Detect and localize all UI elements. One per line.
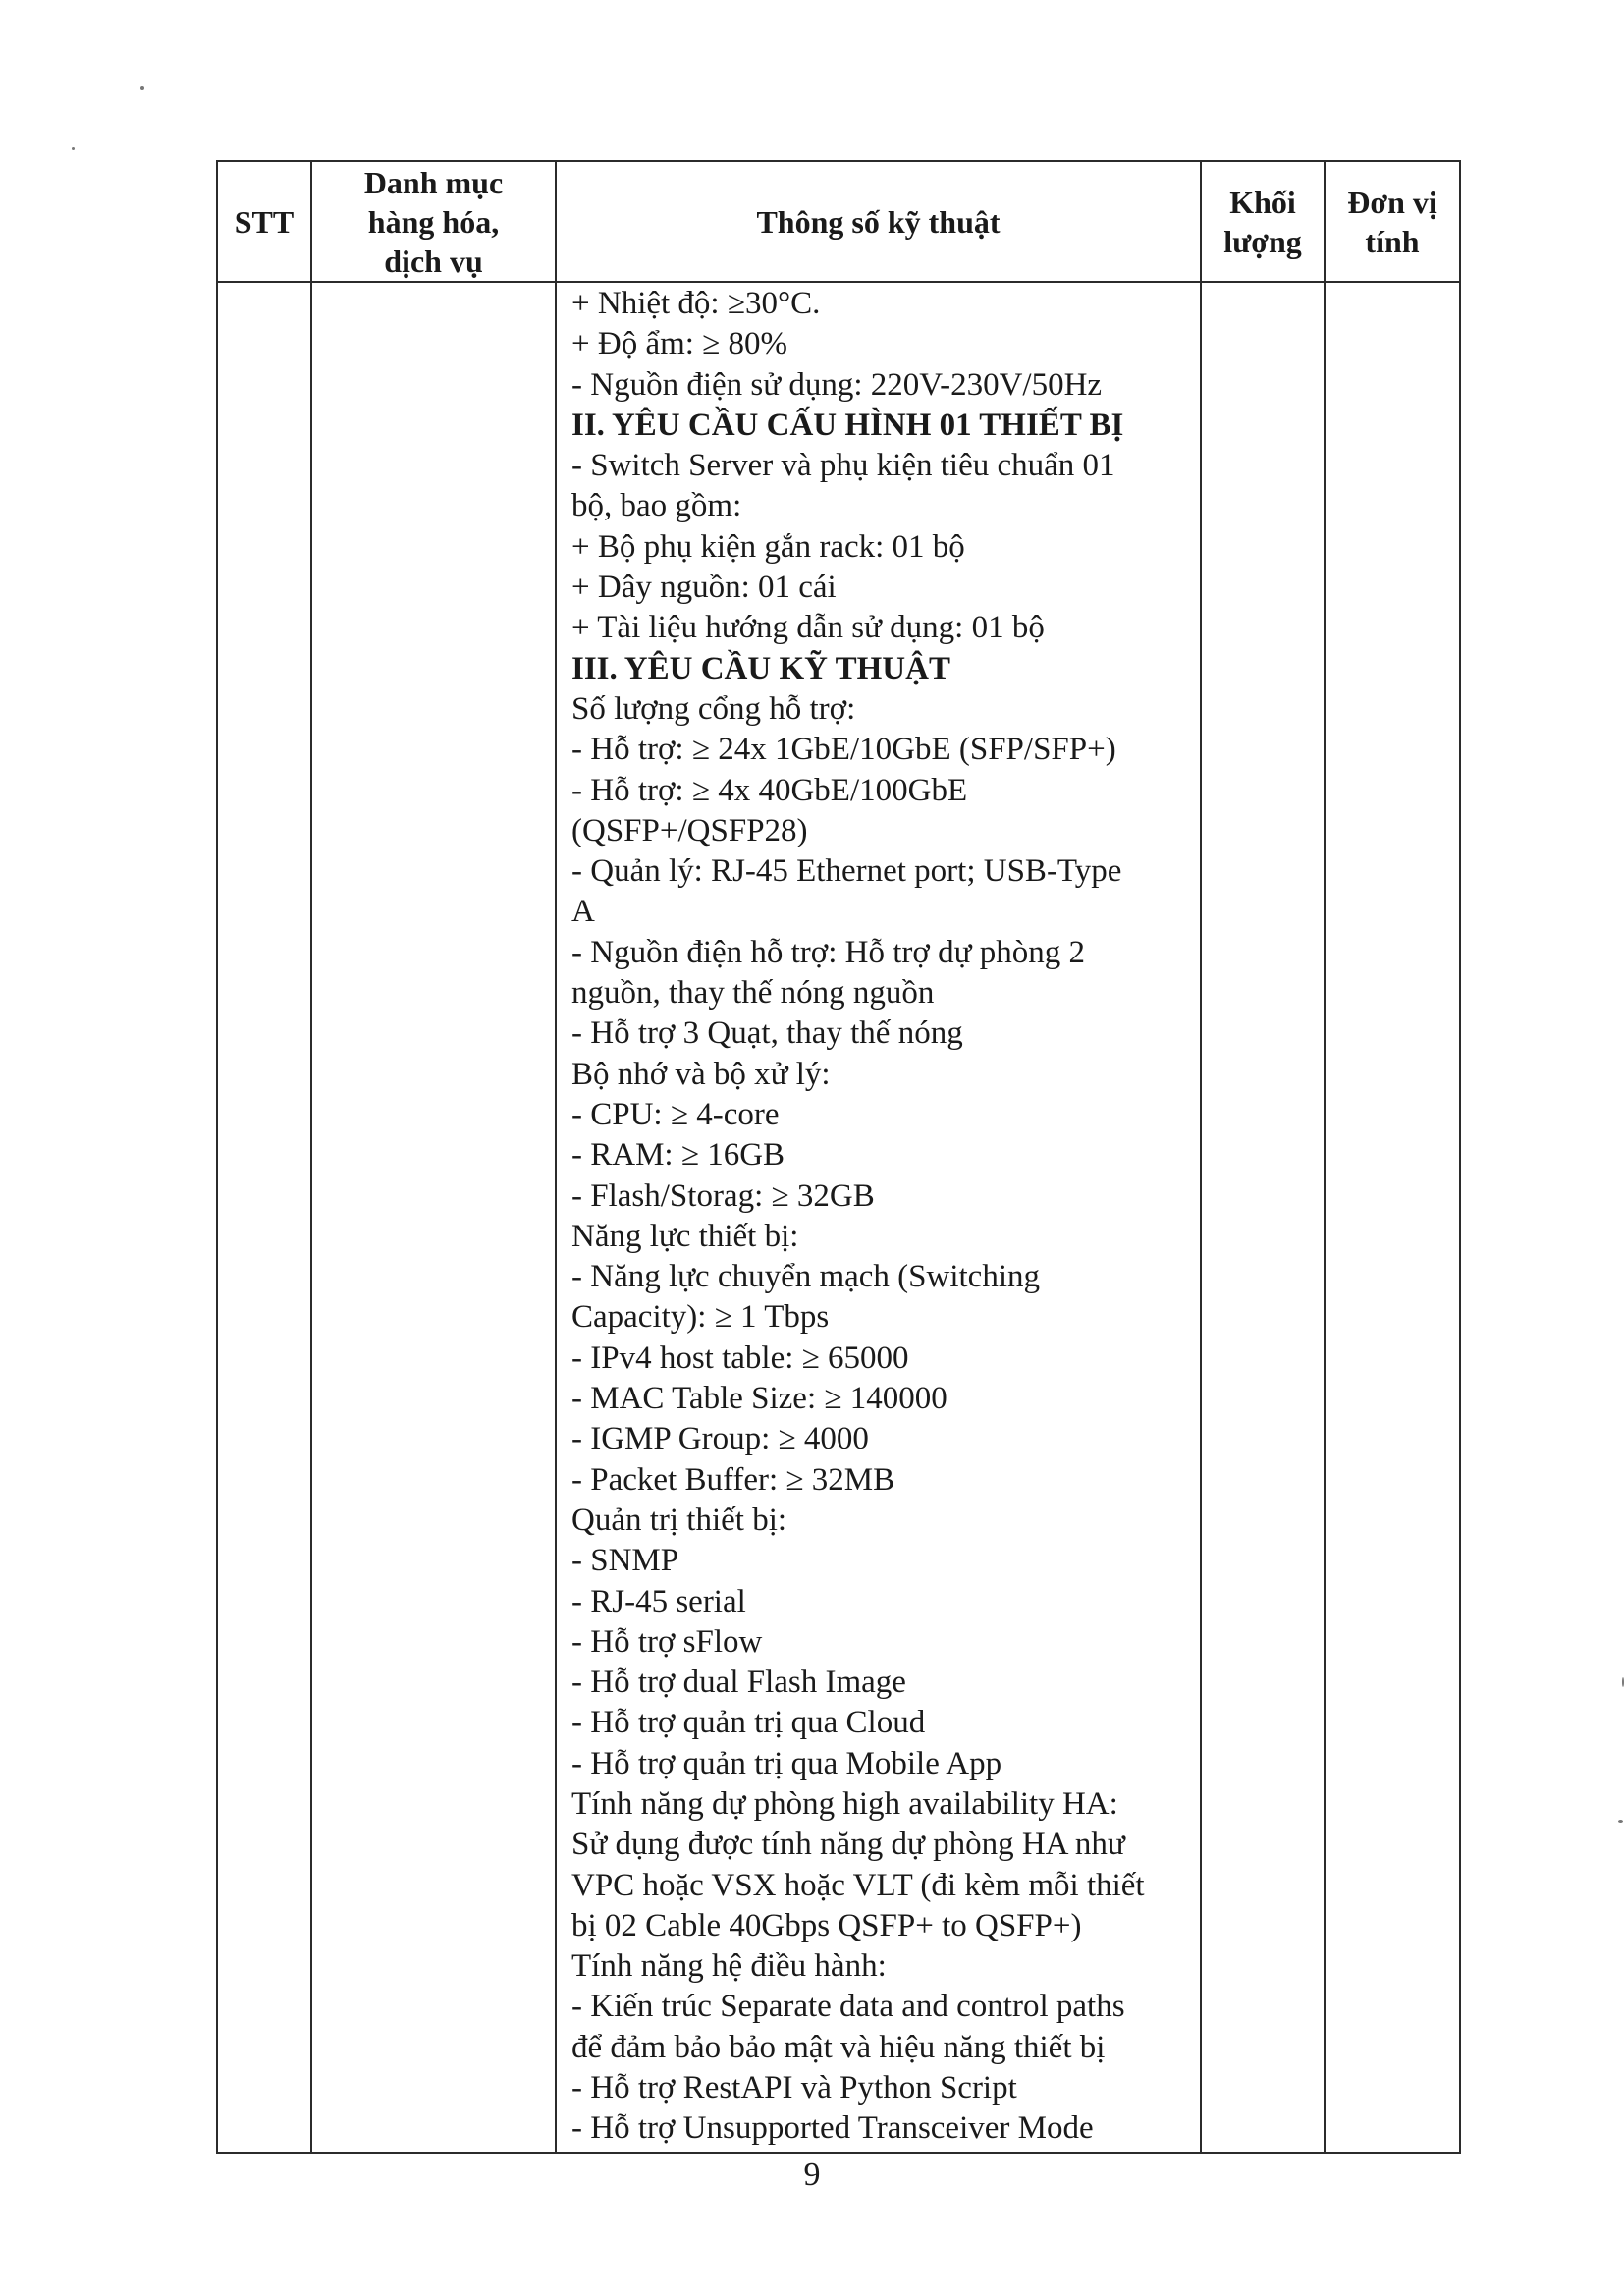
header-category xyxy=(312,162,555,281)
spec-line: - Hỗ trợ Unsupported Transceiver Mode xyxy=(571,2110,1094,2147)
spec-line: A xyxy=(571,894,595,930)
spec-line: Số lượng cổng hỗ trợ: xyxy=(571,690,856,727)
header-category-line: hàng hóa, xyxy=(367,203,500,240)
header-unit xyxy=(1326,162,1459,281)
spec-line: - Nguồn điện sử dụng: 220V-230V/50Hz xyxy=(571,366,1103,403)
page-number: 9 xyxy=(803,2157,821,2193)
header-stt xyxy=(218,162,310,281)
spec-line: bị 02 Cable 40Gbps QSFP+ to QSFP+) xyxy=(571,1907,1082,1943)
spec-section-heading: II. YÊU CẦU CẤU HÌNH 01 THIẾT BỊ xyxy=(571,407,1124,443)
spec-line: - SNMP xyxy=(571,1543,679,1579)
column-divider xyxy=(1324,160,1326,2154)
spec-line: - Kiến trúc Separate data and control paths xyxy=(571,1989,1125,2025)
spec-line: - RAM: ≥ 16GB xyxy=(571,1137,785,1174)
spec-line: Bộ nhớ và bộ xử lý: xyxy=(571,1056,831,1092)
spec-line: - Hỗ trợ dual Flash Image xyxy=(571,1665,906,1701)
spec-line: Quản trị thiết bị: xyxy=(571,1502,787,1538)
spec-line: - Hỗ trợ RestAPI và Python Script xyxy=(571,2070,1017,2106)
header-specs-text: Thông số kỹ thuật xyxy=(756,203,1001,240)
header-specs xyxy=(557,162,1200,281)
header-quantity xyxy=(1202,162,1324,281)
scan-speck xyxy=(72,147,75,150)
spec-line: - Năng lực chuyển mạch (Switching xyxy=(571,1259,1041,1295)
spec-line: để đảm bảo bảo mật và hiệu năng thiết bị xyxy=(571,2029,1106,2065)
header-unit-line: Đơn vị xyxy=(1347,184,1437,220)
spec-line: + Tài liệu hướng dẫn sử dụng: 01 bộ xyxy=(571,610,1045,646)
spec-line: - Hỗ trợ: ≥ 4x 40GbE/100GbE xyxy=(571,772,968,808)
spec-line: - MAC Table Size: ≥ 140000 xyxy=(571,1381,947,1417)
header-category-line: dịch vụ xyxy=(384,243,483,279)
spec-line: + Nhiệt độ: ≥30°C. xyxy=(571,286,821,321)
header-category-line: Danh mục xyxy=(363,164,504,200)
header-unit-line: tính xyxy=(1365,223,1420,259)
technical-specification-list xyxy=(571,284,1210,2150)
spec-line: - Packet Buffer: ≥ 32MB xyxy=(571,1461,895,1498)
spec-line: - Switch Server và phụ kiện tiêu chuẩn 01 xyxy=(571,448,1115,484)
spec-line: VPC hoặc VSX hoặc VLT (đi kèm mỗi thiết xyxy=(571,1867,1145,1903)
spec-line: - Nguồn điện hỗ trợ: Hỗ trợ dự phòng 2 xyxy=(571,934,1085,970)
spec-line: (QSFP+/QSFP28) xyxy=(571,812,808,848)
scan-speck xyxy=(140,86,144,90)
spec-line: - Hỗ trợ: ≥ 24x 1GbE/10GbE (SFP/SFP+) xyxy=(571,732,1116,768)
header-quantity-line: Khối xyxy=(1229,184,1296,220)
spec-line: + Bộ phụ kiện gắn rack: 01 bộ xyxy=(571,528,965,565)
header-divider xyxy=(216,281,1461,283)
column-divider xyxy=(310,160,312,2154)
spec-line: Sử dụng được tính năng dự phòng HA như xyxy=(571,1827,1125,1863)
spec-line: - RJ-45 serial xyxy=(571,1583,746,1619)
header-quantity-line: lượng xyxy=(1223,223,1302,259)
spec-line: Capacity): ≥ 1 Tbps xyxy=(571,1299,830,1336)
spec-line: + Độ ẩm: ≥ 80% xyxy=(571,326,788,362)
scan-speck xyxy=(1618,1820,1623,1823)
spec-line: - IPv4 host table: ≥ 65000 xyxy=(571,1339,909,1376)
spec-line: nguồn, thay thế nóng nguồn xyxy=(571,975,935,1011)
spec-section-heading: III. YÊU CẦU KỸ THUẬT xyxy=(571,650,950,686)
spec-line: - Hỗ trợ 3 Quạt, thay thế nóng xyxy=(571,1015,963,1052)
spec-line: - Hỗ trợ quản trị qua Cloud xyxy=(571,1705,926,1741)
header-stt-text: STT xyxy=(234,203,295,240)
spec-line: - Flash/Storag: ≥ 32GB xyxy=(571,1177,875,1214)
spec-line: - IGMP Group: ≥ 4000 xyxy=(571,1421,869,1457)
spec-line: - Hỗ trợ sFlow xyxy=(571,1623,763,1660)
column-divider xyxy=(555,160,557,2154)
spec-line: Năng lực thiết bị: xyxy=(571,1218,799,1254)
spec-line: + Dây nguồn: 01 cái xyxy=(571,570,837,606)
spec-line: - Quản lý: RJ-45 Ethernet port; USB-Type xyxy=(571,853,1122,890)
spec-line: Tính năng dự phòng high availability HA: xyxy=(571,1785,1118,1822)
spec-line: - Hỗ trợ quản trị qua Mobile App xyxy=(571,1745,1002,1781)
spec-line: - CPU: ≥ 4-core xyxy=(571,1096,780,1132)
spec-line: Tính năng hệ điều hành: xyxy=(571,1948,887,1985)
spec-line: bộ, bao gồm: xyxy=(571,488,742,524)
